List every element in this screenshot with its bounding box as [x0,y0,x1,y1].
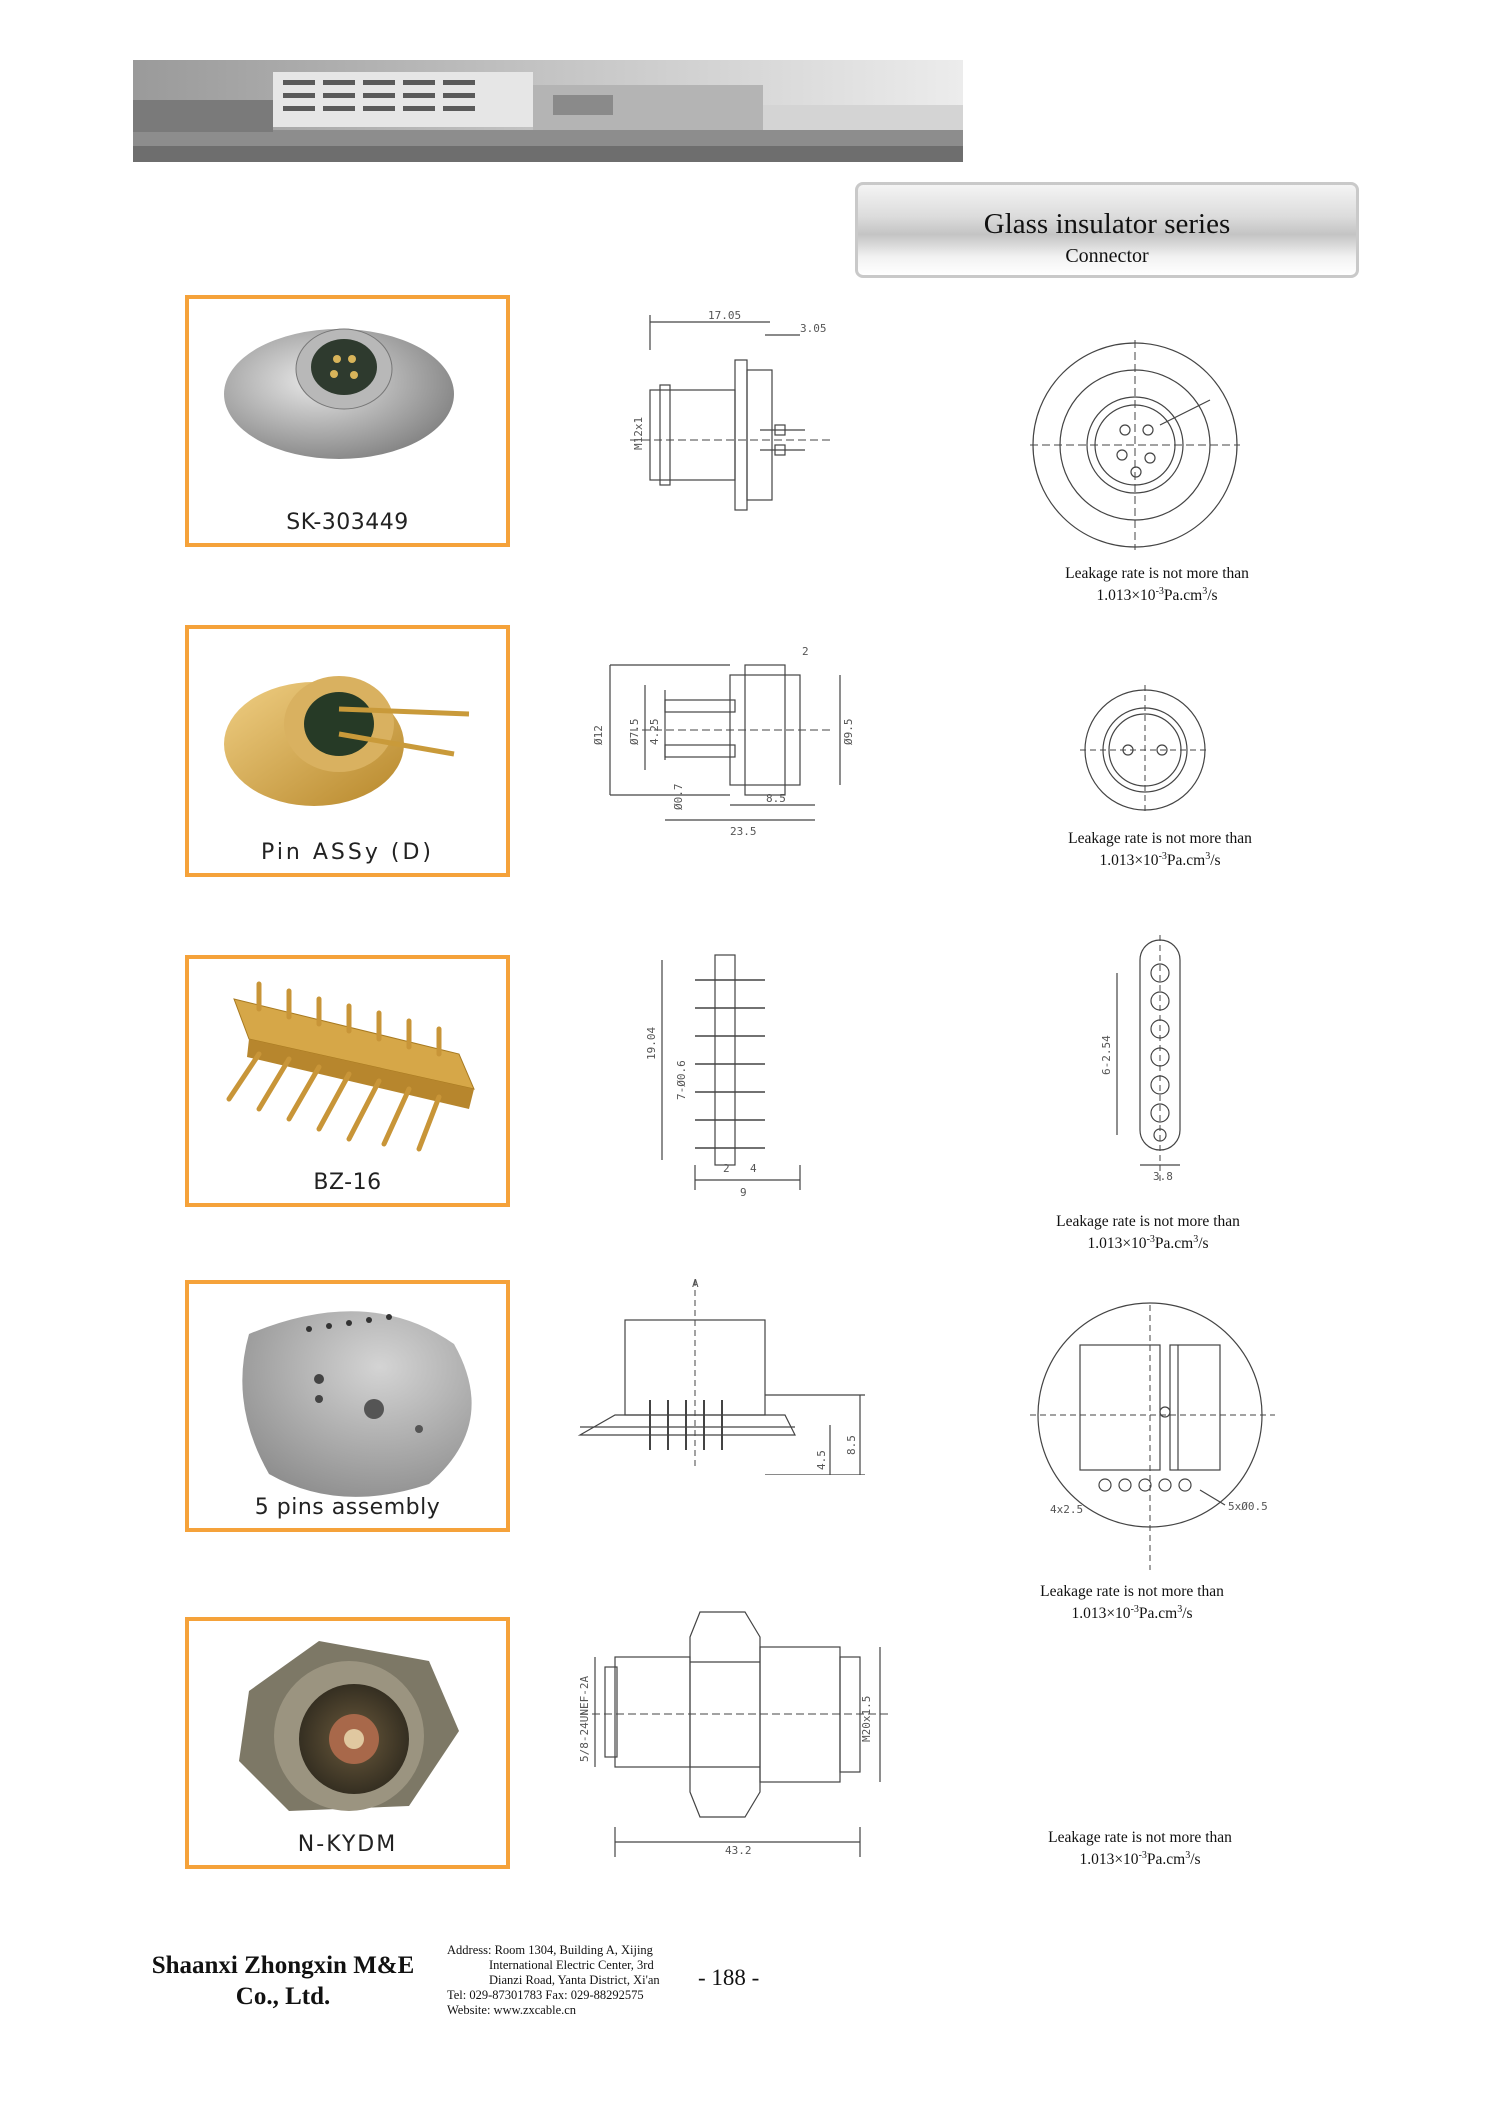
dimension-label: 23.5 [730,825,757,838]
dimension-label: 4.25 [648,718,661,745]
dimension-label: 7-Ø0.6 [675,1060,688,1100]
dimension-label: 3.05 [800,322,827,335]
leakage-rate-note: Leakage rate is not more than $1.013\times 10^{-3}Pa.cm^3/s$ [1065,565,1249,605]
front-view-drawing [1030,1300,1300,1580]
connector-photo-image [189,1284,506,1528]
leakage-rate-note: Leakage rate is not more than $1.013\times 10^{-3}Pa.cm^3/s$ [1056,1213,1240,1253]
dimension-label: 4 [750,1162,757,1175]
dimension-label: Ø7.5 [628,718,641,745]
dimension-label: 2 [723,1162,730,1175]
front-view-drawing [1095,935,1205,1185]
side-view-drawing [630,310,840,550]
product-photo-frame [185,1617,510,1869]
side-view-drawing [590,645,860,855]
connector-photo-image [189,1621,506,1865]
dimension-label: Ø9.5 [842,718,855,745]
side-view-drawing [575,1275,875,1475]
product-photo-frame [185,955,510,1207]
series-subtitle: Connector [1065,245,1149,267]
dimension-label: Ø12 [592,725,605,745]
dimension-label: 5xØ0.5 [1228,1500,1268,1513]
company-name: Shaanxi Zhongxin M&E Co., Ltd. [151,1952,415,2010]
dimension-label: Ø0.7 [672,783,685,810]
company-address: Address: Room 1304, Building A, Xijing International Electric Center, 3rd Dianzi Road, Yanta District, Xi'an Tel: 029-87301783 Fax: 029-88292575 Website: www.zxcable.cn [447,1943,707,2018]
dimension-label: A [692,1277,699,1290]
product-photo-frame [185,1280,510,1532]
dimension-label: 19.04 [645,1026,658,1060]
dimension-label: 4x2.5 [1050,1503,1084,1516]
dimension-label: 6-2.54 [1100,1035,1113,1075]
company-website: Website: www.zxcable.cn [447,2003,577,2017]
product-photo-frame [185,295,510,547]
product-photo-frame [185,625,510,877]
product-name: SK-303449 [286,510,409,535]
leakage-rate-note: Leakage rate is not more than $1.013\times 10^{-3}Pa.cm^3/s$ [1040,1583,1224,1623]
product-name: N-KYDM [297,1832,398,1857]
side-view-drawing [570,1602,970,1872]
dimension-label: 5/8-24UNEF-2A [578,1675,591,1762]
dimension-label: 2 [802,645,809,658]
front-view-drawing [1080,685,1210,815]
side-view-drawing [640,940,820,1205]
leakage-rate-note: Leakage rate is not more than $1.013\times 10^{-3}Pa.cm^3/s$ [1048,1829,1232,1869]
series-title: Glass insulator series [983,208,1231,240]
dimension-label: 43.2 [725,1844,752,1857]
dimension-label: 17.05 [708,310,742,322]
product-name: Pin ASSy (D) [261,840,434,865]
connector-photo-image [189,299,506,543]
header-banner-image [133,60,963,162]
dimension-label: M20x1.5 [860,1695,873,1742]
series-title-box [855,182,1359,278]
front-view-drawing [1030,340,1240,550]
leakage-rate-note: Leakage rate is not more than $1.013\times 10^{-3}Pa.cm^3/s$ [1068,830,1252,870]
product-name: 5 pins assembly [254,1495,441,1520]
dimension-label: M12x1 [632,416,645,450]
dimension-label: 4.5 [815,1450,828,1470]
dimension-label: 8.5 [845,1435,858,1455]
connector-photo-image [189,959,506,1203]
dimension-label: 9 [740,1186,747,1199]
connector-photo-image [189,629,506,873]
page-number: - 188 - [698,1965,760,1990]
dimension-label: 8.5 [766,792,786,805]
product-name: BZ-16 [313,1170,382,1195]
dimension-label: 3.8 [1153,1170,1173,1183]
